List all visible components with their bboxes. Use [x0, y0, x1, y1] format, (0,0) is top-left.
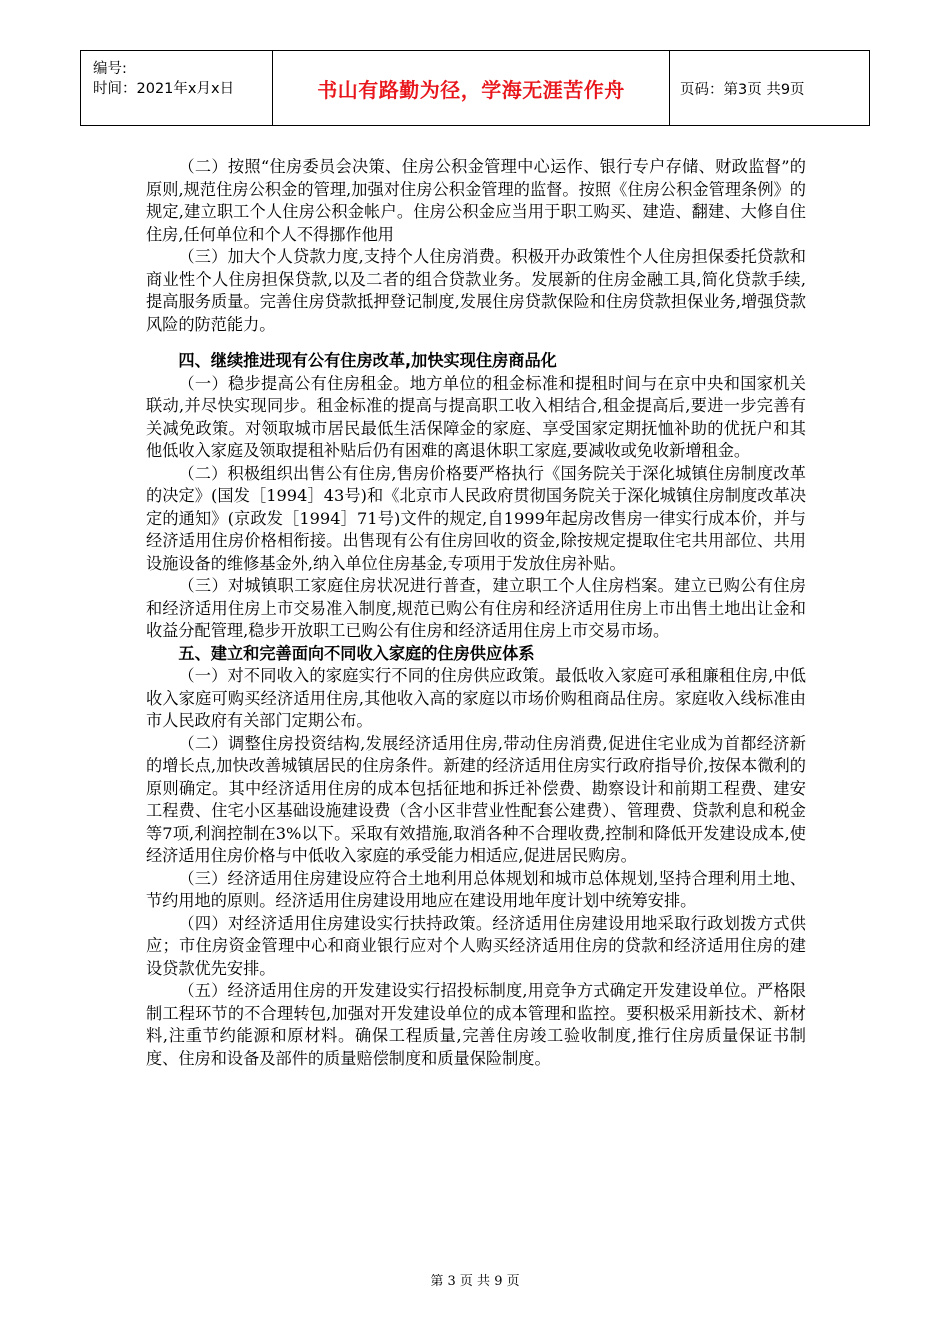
paragraph: （四）对经济适用住房建设实行扶持政策。经济适用住房建设用地采取行政划拨方式供应；市住房资金管理中心和商业银行应对个人购买经济适用住房的贷款和经济适用住房的建设贷款优先安排。 [146, 913, 806, 978]
paragraph: （一）稳步提高公有住房租金。地方单位的租金标准和提租时间与在京中央和国家机关联动,并尽快实现同步。租金标准的提高与提高职工收入相结合,租金提高后,要进一步完善有关减免政策。对领取城市居民最低生活保障金的家庭、享受国家定期抚恤补助的优抚户和其他低收入家庭及领取提租补贴后仍有困难的离退休职工家庭,要减收或免收新增租金。 [146, 373, 806, 460]
serial-label: 编号: [93, 61, 127, 77]
paragraph: （三）对城镇职工家庭住房状况进行普查，建立职工个人住房档案。建立已购公有住房和经济适用住房上市交易准入制度,规范已购公有住房和经济适用住房上市出售土地出让金和收益分配管理,稳步开放职工已购公有住房和经济适用住房上市交易市场。 [146, 576, 806, 640]
spacer [146, 336, 806, 350]
section-heading: 四、继续推进现有公有住房改革,加快实现住房商品化 [178, 351, 557, 370]
section-heading: 五、建立和完善面向不同收入家庭的住房供应体系 [178, 643, 535, 663]
time-label: 时间：2021年x月x日 [93, 81, 235, 97]
header-motto: 书山有路勤为径，学海无涯苦作舟 [273, 51, 670, 125]
paragraph: （三）经济适用住房建设应符合土地利用总体规划和城市总体规划,坚持合理利用土地、节约用地的原则。经济适用住房建设用地应在建设用地年度计划中统筹安排。 [146, 868, 806, 910]
paragraph: （一）对不同收入的家庭实行不同的住房供应政策。最低收入家庭可承租廉租住房,中低收入家庭可购买经济适用住房,其他收入高的家庭以市场价购租商品住房。家庭收入线标准由市人民政府有关部门定期公布。 [146, 666, 806, 730]
paragraph: （二）积极组织出售公有住房,售房价格要严格执行《国务院关于深化城镇住房制度改革的决定》(国发［1994］43号)和《北京市人民政府贯彻国务院关于深化城镇住房制度改革决定的通知》(京政发［1994］71号)文件的规定,自1999年起房改售房一律实行成本价，并与经济适用住房价格相衔接。出售现有公有住房回收的资金,除按规定提取住宅共用部位、共用设施设备的维修基金外,纳入单位住房基金,专项用于发放住房补贴。 [146, 463, 806, 573]
paragraph: （二）按照“住房委员会决策、住房公积金管理中心运作、银行专户存储、财政监督”的原则,规范住房公积金的管理,加强对住房公积金管理的监督。按照《住房公积金管理条例》的规定,建立职工个人住房公积金帐户。住房公积金应当用于职工购买、建造、翻建、大修自住住房,任何单位和个人不得挪作他用 [146, 157, 806, 244]
paragraph: （三）加大个人贷款力度,支持个人住房消费。积极开办政策性个人住房担保委托贷款和商业性个人住房担保贷款,以及二者的组合贷款业务。发展新的住房金融工具,简化贷款手续,提高服务质量。完善住房贷款抵押登记制度,发展住房贷款保险和住房贷款担保业务,增强贷款风险的防范能力。 [146, 247, 806, 334]
header-meta [81, 51, 273, 125]
page-footer: 第 3 页 共 9 页 [430, 1274, 520, 1289]
page-header [80, 50, 870, 126]
paragraph: （五）经济适用住房的开发建设实行招投标制度,用竞争方式确定开发建设单位。严格限制工程环节的不合理转包,加强对开发建设单位的成本管理和监控。要积极采用新技术、新材料,注重节约能源和原材料。确保工程质量,完善住房竣工验收制度,推行住房质量保证书制度、住房和设备及部件的质量赔偿制度和质量保险制度。 [146, 981, 806, 1068]
document-body [146, 156, 806, 1070]
header-page-info: 页码：第3页 共9页 [680, 81, 805, 98]
paragraph: （二）调整住房投资结构,发展经济适用住房,带动住房消费,促进住宅业成为首都经济新的增长点,加快改善城镇居民的住房条件。新建的经济适用住房实行政府指导价,按保本微利的原则确定。其中经济适用住房的成本包括征地和拆迁补偿费、勘察设计和前期工程费、建安工程费、住宅小区基础设施建设费（含小区非营业性配套公建费）、管理费、贷款利息和税金等7项,利润控制在3%以下。采取有效措施,取消各种不合理收费,控制和降低开发建设成本,使经济适用住房价格与中低收入家庭的承受能力相适应,促进居民购房。 [146, 733, 806, 865]
